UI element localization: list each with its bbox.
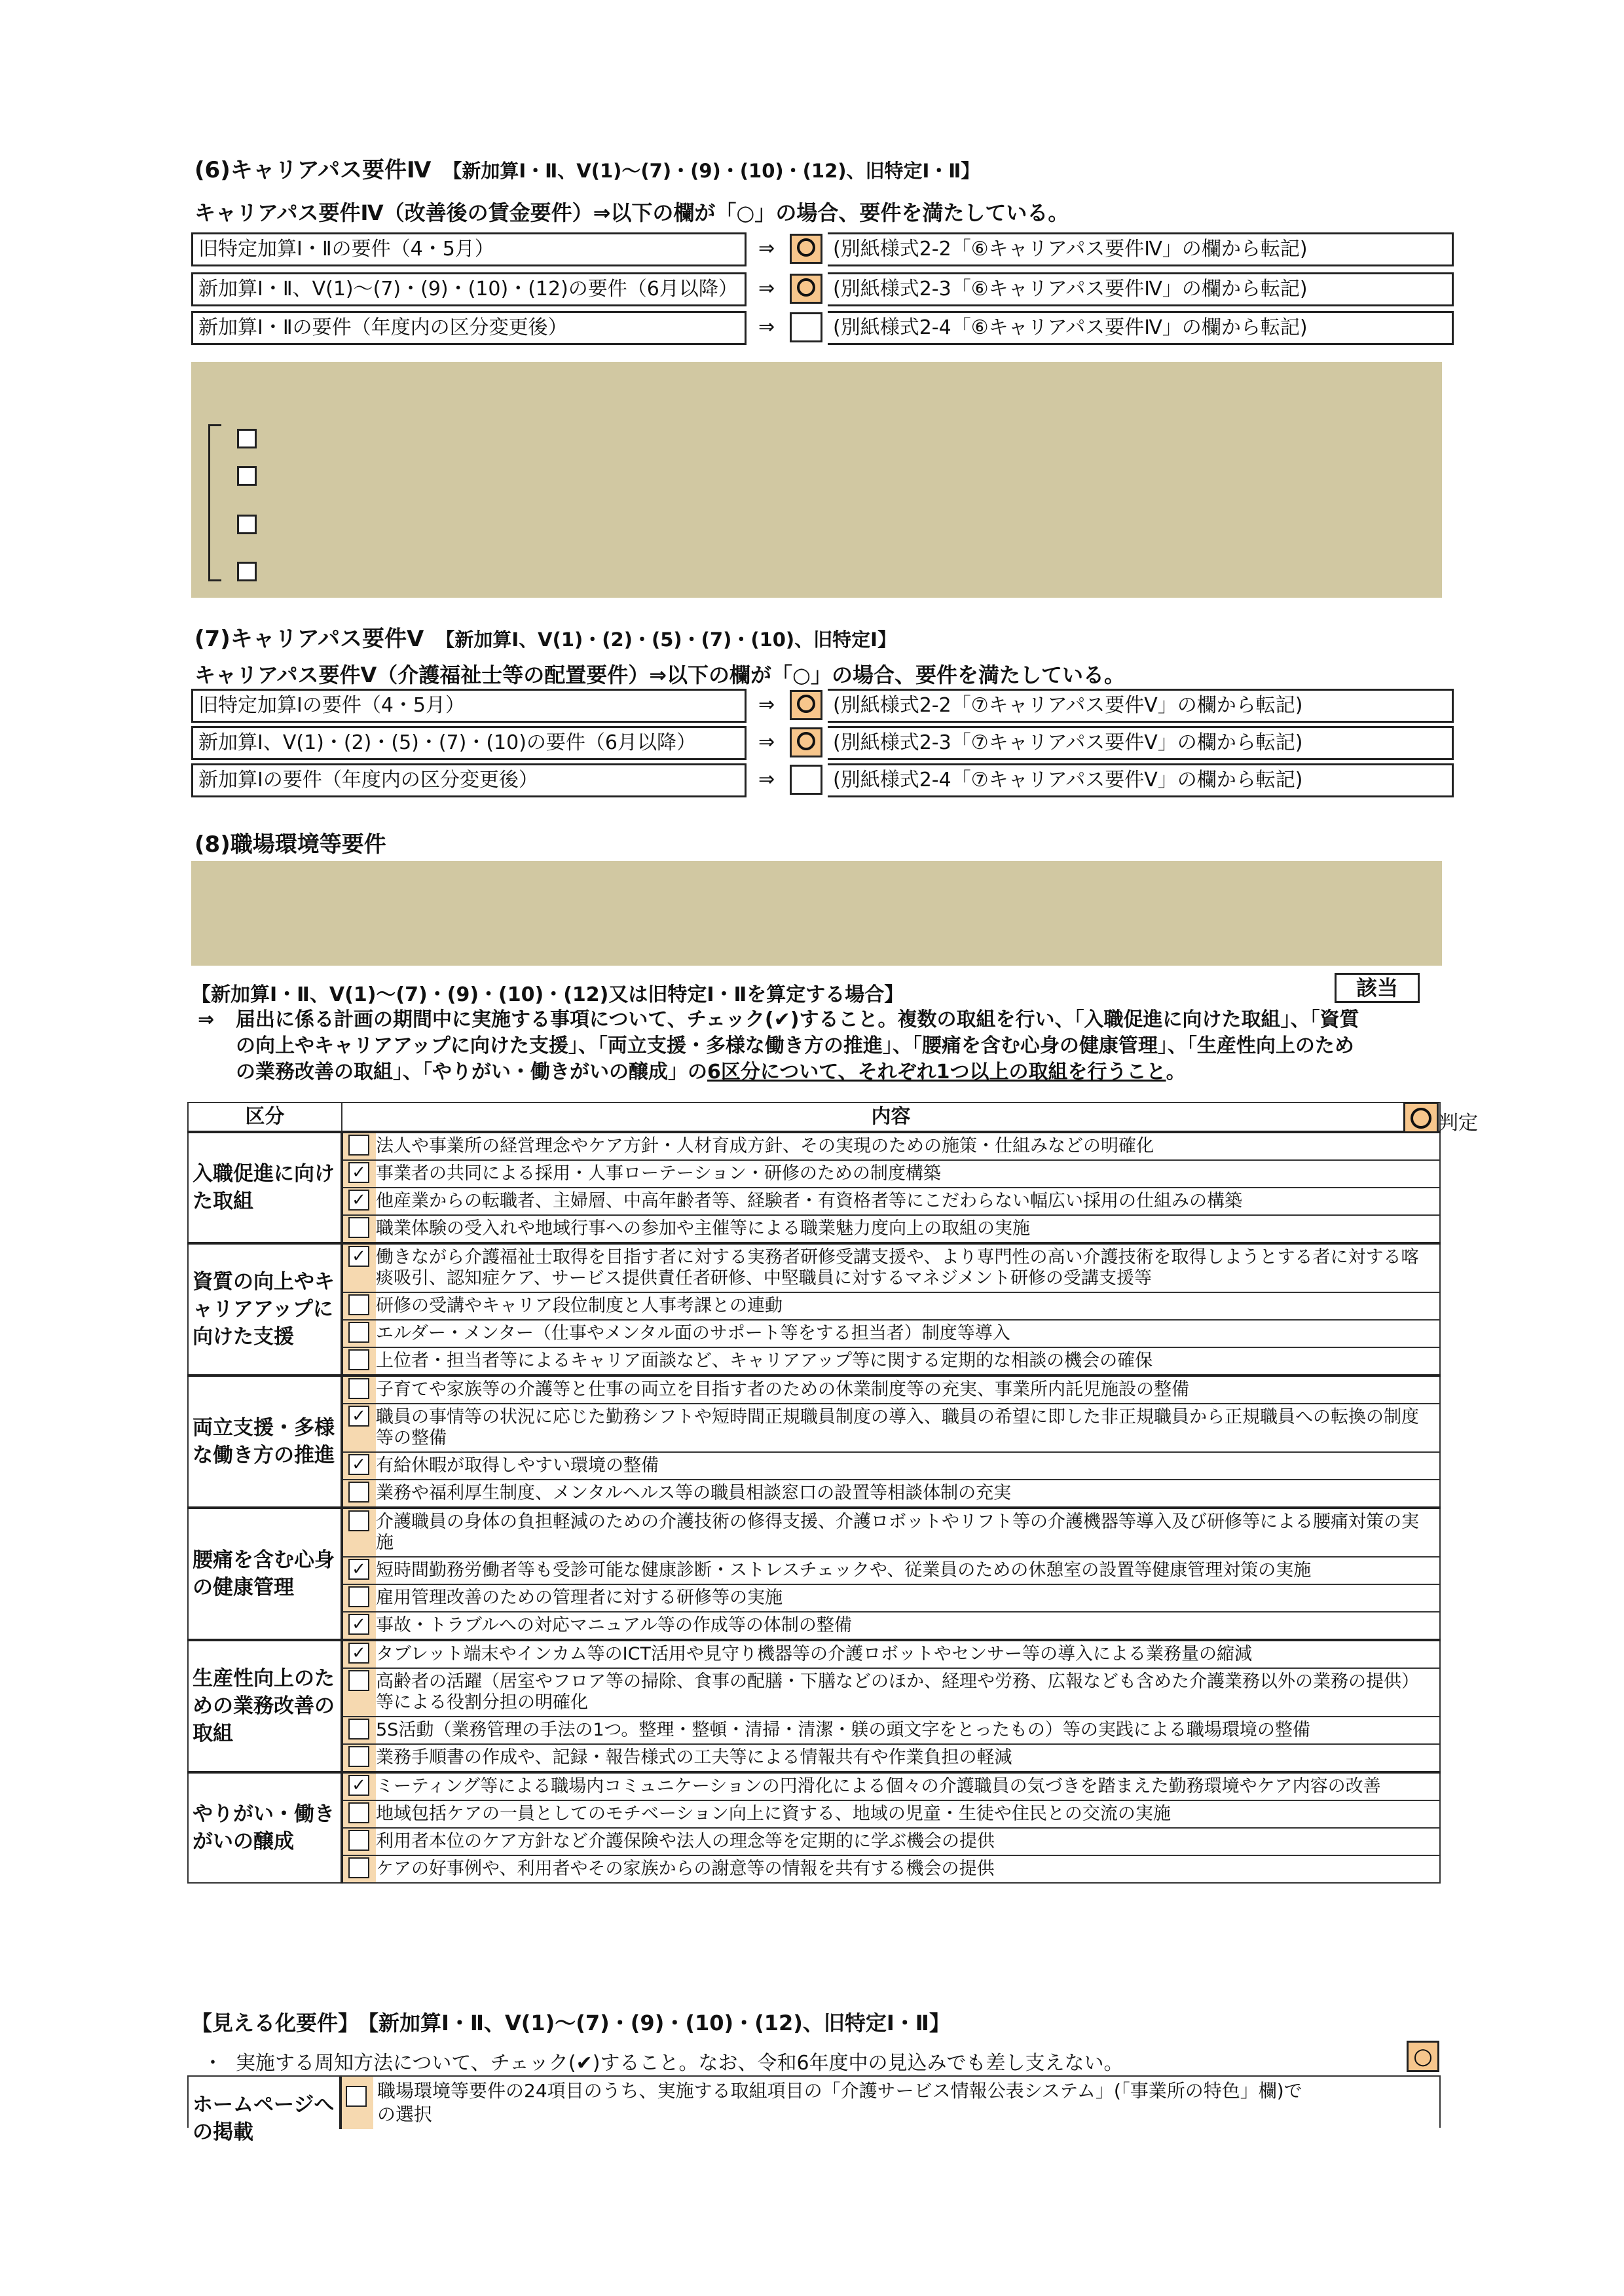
item-checkbox[interactable]: ✓ — [348, 1559, 369, 1580]
table-row — [188, 1668, 1440, 1717]
item-wrap — [343, 1453, 1439, 1479]
item-checkbox[interactable]: ✓ — [348, 1775, 369, 1796]
item-cell — [342, 1404, 1440, 1452]
check-cell — [343, 1613, 376, 1639]
check-cell — [343, 1745, 376, 1771]
table-row — [188, 1717, 1440, 1744]
item-cell — [342, 1132, 1440, 1160]
item-text: 業務手順書の作成や、記録・報告様式の工夫等による情報共有や作業負担の軽減 — [376, 1747, 1012, 1768]
sec7-row-3 — [191, 763, 1454, 799]
item-checkbox[interactable] — [348, 1217, 369, 1238]
visibility-title — [191, 2007, 950, 2037]
visibility-heading: 【見える化要件】 — [191, 2011, 360, 2035]
bullet: ・ — [203, 2052, 223, 2075]
item-checkbox[interactable] — [348, 1857, 369, 1878]
sec6-row-2 — [191, 272, 1454, 308]
sec7-row-note: (別紙様式2-2「⑦キャリアパス要件Ⅴ」の欄から転記) — [828, 689, 1454, 723]
section7-lead: キャリアパス要件Ⅴ（介護福祉士等の配置要件）⇒以下の欄が「○」の場合、要件を満たしている。 — [194, 663, 1125, 687]
category-cell: 腰痛を含む心身の健康管理 — [188, 1508, 342, 1640]
item-cell — [342, 1640, 1440, 1668]
instruction-line — [198, 1059, 1449, 1085]
check-cell — [343, 1404, 376, 1451]
item-cell — [342, 1480, 1440, 1508]
item-checkbox[interactable] — [348, 1719, 369, 1740]
instruction-text: 。 — [1166, 1061, 1186, 1084]
instruction-text: 届出に係る計画の期間中に実施する事項について、チェック(✔)すること。複数の取組を行い、「入職促進に向けた取組」、「資質 — [236, 1008, 1359, 1031]
item-cell — [342, 1800, 1440, 1828]
check-cell — [343, 1558, 376, 1584]
table-row — [188, 1160, 1440, 1188]
table-row — [188, 1292, 1440, 1320]
circle-mark-icon — [797, 238, 815, 257]
item-text: 5S活動（業務管理の手法の1つ。整理・整頓・清掃・清潔・躾の頭文字をとったもの）等の実践による職場環境の整備 — [376, 1720, 1310, 1740]
check-cell — [343, 1801, 376, 1827]
item-wrap — [343, 1717, 1439, 1743]
table-row — [188, 1584, 1440, 1612]
arrow-icon: ⇒ — [758, 277, 775, 300]
item-wrap — [343, 1774, 1439, 1800]
table-row — [188, 1376, 1440, 1404]
item-cell — [342, 1855, 1440, 1883]
circle-mark-icon — [797, 732, 815, 750]
category-cell: 生産性向上のための業務改善の取組 — [188, 1640, 342, 1772]
item-wrap — [343, 1480, 1439, 1506]
arrow-icon: ⇒ — [758, 237, 775, 260]
item-wrap — [343, 1801, 1439, 1827]
status-badge: 該当 — [1335, 973, 1420, 1003]
table-row — [188, 1612, 1440, 1640]
item-wrap — [343, 1161, 1439, 1187]
item-checkbox[interactable]: ✓ — [348, 1454, 369, 1475]
sec7-row-2 — [191, 726, 1454, 761]
check-cell — [343, 1245, 376, 1292]
check-cell — [343, 1829, 376, 1855]
checkbox[interactable] — [237, 429, 257, 448]
check-cell — [343, 1216, 376, 1242]
item-checkbox[interactable]: ✓ — [348, 1246, 369, 1267]
check-cell — [343, 1133, 376, 1159]
item-text: 事故・トラブルへの対応マニュアル等の作成等の体制の整備 — [376, 1615, 852, 1635]
sec7-row-1 — [191, 689, 1454, 724]
item-checkbox[interactable]: ✓ — [348, 1643, 369, 1664]
category-cell: 入職促進に向けた取組 — [188, 1132, 342, 1243]
visibility-item-line: の選択 — [377, 2104, 433, 2125]
item-text: 働きながら介護福祉士取得を目指す者に対する実務者研修受講支援や、より専門性の高い介護技術を取得しようとする者に対する喀痰吸引、認知症ケア、サービス提供責任者研修、中堅職員に対するマネジメント研修の受講支援等 — [376, 1247, 1419, 1288]
arrow-icon: ⇒ — [758, 693, 775, 716]
workplace-requirements-table — [187, 1102, 1441, 1884]
item-wrap — [343, 1188, 1439, 1214]
instruction-line: の向上やキャリアアップに向けた支援」、「両立支援・多様な働き方の推進」、「腰痛を含む心身の健康管理」、「生産性向上のため — [236, 1034, 1354, 1057]
item-wrap — [343, 1245, 1439, 1292]
visibility-item-line: 職場環境等要件の24項目のうち、実施する取組項目の「介護サービス情報公表システム」(「事業所の特色」欄)で — [377, 2080, 1302, 2102]
item-wrap — [343, 1377, 1439, 1403]
item-text: 雇用管理改善のための管理者に対する研修等の実施 — [376, 1588, 783, 1608]
check-cell — [343, 1585, 376, 1611]
item-wrap — [343, 1856, 1439, 1882]
item-wrap — [343, 1509, 1439, 1556]
section6-heading: (6)キャリアパス要件Ⅳ — [194, 157, 432, 183]
item-checkbox[interactable] — [348, 1294, 369, 1315]
item-wrap — [343, 1321, 1439, 1347]
visibility-checkbox[interactable] — [346, 2086, 367, 2107]
table-row — [188, 1855, 1440, 1883]
category-cell: 資質の向上やキャリアアップに向けた支援 — [188, 1243, 342, 1376]
sec6-row-note: (別紙様式2-2「⑥キャリアパス要件Ⅳ」の欄から転記) — [828, 232, 1454, 266]
header-content: 内容 — [342, 1102, 1440, 1132]
table-row — [188, 1557, 1440, 1584]
checkbox[interactable] — [237, 515, 257, 534]
check-cell — [343, 1669, 376, 1716]
arrow-icon: ⇒ — [758, 731, 775, 754]
item-text: 法人や事業所の経営理念やケア方針・人材育成方針、その実現のための施策・仕組みなどの明確化 — [376, 1136, 1154, 1156]
circle-mark-icon — [797, 278, 815, 297]
item-wrap — [343, 1641, 1439, 1667]
visibility-judge: ○ — [1407, 2041, 1439, 2072]
item-cell — [342, 1772, 1440, 1800]
table-row — [188, 1320, 1440, 1347]
item-wrap — [343, 1133, 1439, 1159]
judge-cell — [1403, 1102, 1439, 1133]
check-cell — [343, 1161, 376, 1187]
item-wrap — [343, 1613, 1439, 1639]
table-row — [188, 1215, 1440, 1243]
item-text: 職員の事情等の状況に応じた勤務シフトや短時間正規職員制度の導入、職員の希望に即した非正規職員から正規職員への転換の制度等の整備 — [376, 1407, 1419, 1448]
section6-tag: 【新加算Ⅰ・Ⅱ、Ⅴ(1)～(7)・(9)・(10)・(12)、旧特定Ⅰ・Ⅱ】 — [443, 160, 980, 182]
item-cell — [342, 1557, 1440, 1584]
sec7-row-value — [790, 727, 822, 757]
item-checkbox[interactable] — [348, 1802, 369, 1823]
sec6-row-value — [790, 274, 822, 304]
check-cell — [343, 1856, 376, 1882]
instruction-text: の業務改善の取組」、「やりがい・働きがいの醸成」の — [236, 1061, 707, 1084]
instruction-line — [198, 1007, 1449, 1033]
checkbox[interactable] — [237, 562, 257, 581]
item-wrap — [343, 1669, 1439, 1716]
item-wrap — [343, 1585, 1439, 1611]
item-checkbox[interactable] — [348, 1746, 369, 1767]
section7-title — [194, 621, 896, 653]
sec6-row-label: 新加算Ⅰ・Ⅱの要件（年度内の区分変更後） — [191, 311, 747, 345]
visibility-item-text — [377, 2079, 1302, 2126]
table-header-row — [188, 1102, 1440, 1132]
item-cell — [342, 1215, 1440, 1243]
instruction-emphasis: 6区分について、それぞれ1つ以上の取組を行うこと — [707, 1061, 1166, 1084]
check-cell — [343, 1453, 376, 1479]
item-cell — [342, 1668, 1440, 1717]
item-checkbox[interactable] — [348, 1349, 369, 1370]
item-cell — [342, 1243, 1440, 1292]
table-row — [188, 1132, 1440, 1160]
visibility-instruction — [203, 2047, 1124, 2075]
item-text: タブレット端末やインカム等のICT活用や見守り機器等の介護ロボットやセンサー等の導入による業務量の縮減 — [376, 1644, 1252, 1664]
section8-instructions — [198, 1007, 1449, 1085]
item-checkbox[interactable]: ✓ — [348, 1614, 369, 1635]
item-checkbox[interactable]: ✓ — [348, 1406, 369, 1427]
item-text: 子育てや家族等の介護等と仕事の両立を目指す者のための休業制度等の充実、事業所内託児施設の整備 — [376, 1379, 1189, 1400]
sec7-row-note: (別紙様式2-4「⑦キャリアパス要件Ⅴ」の欄から転記) — [828, 763, 1454, 797]
item-text: 利用者本位のケア方針など介護保険や法人の理念等を定期的に学ぶ機会の提供 — [376, 1831, 995, 1851]
section6-lead: キャリアパス要件Ⅳ（改善後の賃金要件）⇒以下の欄が「○」の場合、要件を満たしている。 — [194, 200, 1069, 225]
circle-mark-icon — [797, 695, 815, 713]
item-checkbox[interactable] — [348, 1830, 369, 1851]
item-text: 他産業からの転職者、主婦層、中高年齢者等、経験者・有資格者等にこだわらない幅広い採用の仕組みの構築 — [376, 1191, 1242, 1211]
sec7-row-label: 旧特定加算Ⅰの要件（4・5月） — [191, 689, 747, 723]
item-cell — [342, 1376, 1440, 1404]
check-cell — [343, 1480, 376, 1506]
check-cell — [343, 1321, 376, 1347]
item-wrap — [343, 1404, 1439, 1451]
visibility-category: ホームページへの掲載 — [193, 2093, 335, 2144]
item-wrap — [343, 1745, 1439, 1771]
check-cell — [343, 1717, 376, 1743]
table-row — [188, 1404, 1440, 1452]
table-row — [188, 1800, 1440, 1828]
redacted-block — [191, 861, 1442, 966]
item-checkbox[interactable]: ✓ — [348, 1162, 369, 1183]
sec7-row-note: (別紙様式2-3「⑦キャリアパス要件Ⅴ」の欄から転記) — [828, 726, 1454, 760]
item-text: ミーティング等による職場内コミュニケーションの円滑化による個々の介護職員の気づきを踏まえた勤務環境やケア内容の改善 — [376, 1776, 1381, 1796]
item-cell — [342, 1188, 1440, 1215]
item-text: エルダー・メンター（仕事やメンタル面のサポート等をする担当者）制度等導入 — [376, 1323, 1010, 1343]
arrow-icon: ⇒ — [758, 316, 775, 338]
table-row — [188, 1188, 1440, 1215]
item-cell — [342, 1828, 1440, 1855]
item-text: ケアの好事例や、利用者やその家族からの謝意等の情報を共有する機会の提供 — [376, 1859, 995, 1879]
bracket — [208, 424, 221, 581]
sec7-row-label: 新加算Ⅰ、Ⅴ(1)・(2)・(5)・(7)・(10)の要件（6月以降） — [191, 726, 747, 760]
item-cell — [342, 1452, 1440, 1480]
redacted-block — [191, 362, 1442, 598]
item-checkbox[interactable] — [348, 1135, 369, 1156]
table-row — [188, 1243, 1440, 1292]
item-checkbox[interactable] — [348, 1670, 369, 1691]
item-wrap — [343, 1348, 1439, 1374]
arrow-icon: ⇒ — [758, 768, 775, 791]
sec7-row-label: 新加算Ⅰの要件（年度内の区分変更後） — [191, 763, 747, 797]
item-wrap — [343, 1558, 1439, 1584]
item-wrap — [343, 1829, 1439, 1855]
item-cell — [342, 1508, 1440, 1557]
visibility-tag: 【新加算Ⅰ・Ⅱ、Ⅴ(1)～(7)・(9)・(10)・(12)、旧特定Ⅰ・Ⅱ】 — [368, 2011, 950, 2035]
sec6-row-1 — [191, 232, 1454, 268]
table-row — [188, 1640, 1440, 1668]
item-text: 事業者の共同による採用・人事ローテーション・研修のための制度構築 — [376, 1163, 941, 1184]
category-cell: やりがい・働きがいの醸成 — [188, 1772, 342, 1883]
table-row — [188, 1772, 1440, 1800]
item-text: 業務や福利厚生制度、メンタルヘルス等の職員相談窓口の設置等相談体制の充実 — [376, 1483, 1012, 1503]
visibility-instruction-text: 実施する周知方法について、チェック(✔)すること。なお、令和6年度中の見込みでも差し支えない。 — [236, 2052, 1124, 2075]
item-wrap — [343, 1216, 1439, 1242]
category-cell: 両立支援・多様な働き方の推進 — [188, 1376, 342, 1508]
item-text: 地域包括ケアの一員としてのモチベーション向上に資する、地域の児童・生徒や住民との交流の実施 — [376, 1804, 1171, 1824]
item-cell — [342, 1292, 1440, 1320]
check-cell — [343, 1293, 376, 1319]
section6-title — [194, 152, 980, 184]
sec6-row-value — [790, 312, 822, 342]
section7-heading: (7)キャリアパス要件Ⅴ — [194, 626, 424, 652]
item-checkbox[interactable]: ✓ — [348, 1190, 369, 1211]
item-text: 研修の受講やキャリア段位制度と人事考課との連動 — [376, 1296, 783, 1316]
section7-tag: 【新加算Ⅰ、Ⅴ(1)・(2)・(5)・(7)・(10)、旧特定Ⅰ】 — [435, 629, 896, 651]
visibility-table — [187, 2075, 1441, 2144]
item-checkbox[interactable] — [348, 1322, 369, 1343]
check-cell — [343, 1348, 376, 1374]
table-row — [188, 1347, 1440, 1376]
item-text: 有給休暇が取得しやすい環境の整備 — [376, 1455, 659, 1476]
item-cell — [342, 1584, 1440, 1612]
sec6-row-note: (別紙様式2-3「⑥キャリアパス要件Ⅳ」の欄から転記) — [828, 272, 1454, 306]
item-text: 上位者・担当者等によるキャリア面談など、キャリアアップ等に関する定期的な相談の機会の確保 — [376, 1351, 1153, 1371]
sec6-row-label: 旧特定加算Ⅰ・Ⅱの要件（4・5月） — [191, 232, 747, 266]
item-checkbox[interactable] — [348, 1510, 369, 1531]
item-checkbox[interactable] — [348, 1586, 369, 1607]
check-cell — [343, 1774, 376, 1800]
section8-title: (8)職場環境等要件 — [194, 831, 386, 858]
item-wrap — [343, 1293, 1439, 1319]
judge-label: 判定 — [1439, 1112, 1478, 1135]
table-row — [188, 1744, 1440, 1772]
table-row — [188, 1452, 1440, 1480]
table-row — [188, 1508, 1440, 1557]
item-text: 高齢者の活躍（居室やフロア等の掃除、食事の配膳・下膳などのほか、経理や労務、広報なども含めた介護業務以外の業務の提供）等による役割分担の明確化 — [376, 1671, 1419, 1713]
check-cell — [343, 1641, 376, 1667]
check-cell — [343, 1188, 376, 1214]
circle-mark-icon — [1411, 1108, 1431, 1129]
item-text: 職業体験の受入れや地域行事への参加や主催等による職業魅力度向上の取組の実施 — [376, 1218, 1030, 1239]
sec6-row-note: (別紙様式2-4「⑥キャリアパス要件Ⅳ」の欄から転記) — [828, 311, 1454, 345]
sec7-row-value — [790, 690, 822, 720]
item-checkbox[interactable] — [348, 1482, 369, 1503]
table-row — [188, 1480, 1440, 1508]
checkbox[interactable] — [237, 466, 257, 486]
arrow-icon: ⇒ — [198, 1008, 215, 1031]
section8-condition: 【新加算Ⅰ・Ⅱ、Ⅴ(1)～(7)・(9)・(10)・(12)又は旧特定Ⅰ・Ⅱを算定する場合】 — [191, 983, 904, 1006]
check-cell — [343, 1509, 376, 1556]
item-text: 短時間勤務労働者等も受診可能な健康診断・ストレスチェックや、従業員のための休憩室の設置等健康管理対策の実施 — [376, 1560, 1312, 1580]
sec6-row-3 — [191, 311, 1454, 346]
item-cell — [342, 1347, 1440, 1376]
sec6-row-value — [790, 234, 822, 264]
item-text: 介護職員の身体の負担軽減のための介護技術の修得支援、介護ロボットやリフト等の介護機器等導入及び研修等による腰痛対策の実施 — [376, 1512, 1419, 1553]
item-cell — [342, 1160, 1440, 1188]
sec7-row-value — [790, 765, 822, 795]
table-row — [188, 1828, 1440, 1855]
item-cell — [342, 1612, 1440, 1640]
sec6-row-label: 新加算Ⅰ・Ⅱ、Ⅴ(1)～(7)・(9)・(10)・(12)の要件（6月以降） — [191, 272, 747, 306]
header-category: 区分 — [188, 1102, 342, 1132]
item-cell — [342, 1320, 1440, 1347]
item-cell — [342, 1744, 1440, 1772]
check-cell — [343, 1377, 376, 1403]
item-cell — [342, 1717, 1440, 1744]
item-checkbox[interactable] — [348, 1378, 369, 1399]
